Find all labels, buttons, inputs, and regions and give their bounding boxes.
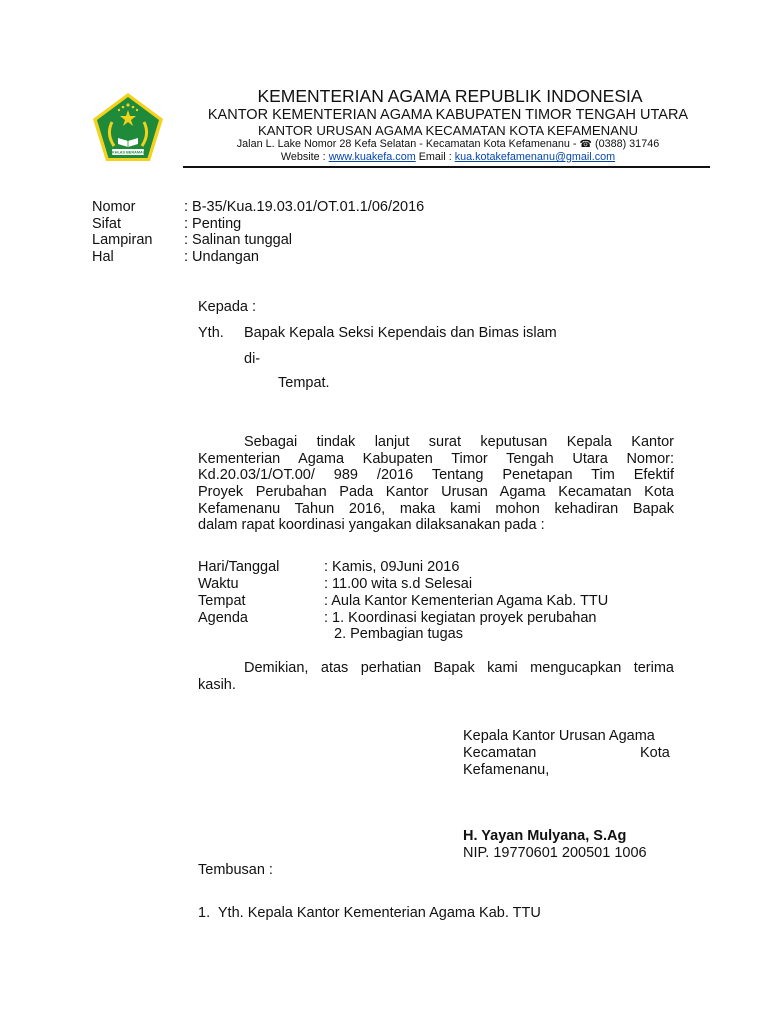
meta-value-hal: : Undangan — [184, 249, 259, 265]
letterhead-divider — [183, 166, 710, 168]
phone-number: (0388) 31746 — [594, 138, 660, 150]
meta-value-sifat: : Penting — [184, 216, 242, 232]
paragraph-line: Kefamenanu Tahun 2016, maka kami mohon kehadiran Bapak — [198, 500, 674, 517]
meta-label-hal: Hal — [92, 249, 114, 265]
signature-title: Kepala Kantor Urusan Agama — [463, 728, 655, 744]
meta-value-lampiran: : Salinan tunggal — [184, 232, 293, 248]
tempat-label: Tempat. — [278, 375, 330, 391]
paragraph-line: Kd.20.03/1/OT.00/ 989 /2016 Tentang Penetapan Tim Efektif — [198, 467, 674, 484]
kepada-label: Kepada : — [198, 299, 257, 315]
phone-icon: ☎ — [579, 139, 592, 150]
schedule-value: : 11.00 wita s.d Selesai — [324, 576, 473, 592]
meta-label-sifat: Sifat — [92, 216, 122, 232]
meta-label-lampiran: Lampiran — [92, 232, 153, 248]
yth-label: Yth. — [198, 325, 224, 341]
letterhead-address — [186, 138, 710, 151]
signatory-nip: NIP. 19770601 200501 1006 — [463, 845, 647, 861]
schedule-label: Hari/Tanggal — [198, 559, 280, 575]
ministry-logo — [92, 92, 164, 164]
schedule-label: Agenda — [198, 610, 248, 626]
signatory-name: H. Yayan Mulyana, S.Ag — [463, 828, 627, 844]
letterhead-office: KANTOR KEMENTERIAN AGAMA KABUPATEN TIMOR TENGAH UTARA — [207, 107, 689, 123]
closing-paragraph — [198, 660, 674, 693]
letterhead-sub-office: KANTOR URUSAN AGAMA KECAMATAN KOTA KEFAMENANU — [257, 123, 639, 138]
schedule-value: : Kamis, 09Juni 2016 — [324, 559, 460, 575]
meta-label-nomor: Nomor — [92, 199, 136, 215]
website-label: Website : — [280, 151, 326, 163]
signature-line2-right: Kota — [640, 745, 670, 761]
closing-line: kasih. — [198, 676, 236, 693]
schedule-value: : Aula Kantor Kementerian Agama Kab. TTU — [324, 593, 609, 609]
schedule-value: : 1. Koordinasi kegiatan proyek perubahan — [324, 610, 597, 626]
email-label: Email : — [418, 151, 452, 163]
logo-banner-text: IKHLAS BERAMAL — [110, 150, 146, 155]
letterhead-title: KEMENTERIAN AGAMA REPUBLIK INDONESIA — [257, 86, 643, 106]
tembusan-label: Tembusan : — [198, 862, 273, 878]
email-link[interactable]: kua.kotakefamenanu@gmail.com — [454, 151, 616, 163]
recipient-name: Bapak Kepala Seksi Kependais dan Bimas islam — [244, 325, 557, 341]
body-paragraph — [198, 434, 674, 534]
tembusan-item: 1. Yth. Kepala Kantor Kementerian Agama Kab. TTU — [198, 905, 541, 921]
meta-value-nomor: : B-35/Kua.19.03.01/OT.01.1/06/2016 — [184, 199, 425, 215]
schedule-label: Waktu — [198, 576, 239, 592]
letterhead-contact — [186, 151, 710, 164]
di-label: di- — [244, 351, 261, 367]
paragraph-line: Proyek Perubahan Pada Kantor Urusan Agama Kecamatan Kota — [198, 484, 674, 501]
signature-place: Kefamenanu, — [463, 762, 550, 778]
schedule-label: Tempat — [198, 593, 246, 609]
signature-line2-left: Kecamatan — [463, 745, 537, 761]
agenda-item-2: 2. Pembagian tugas — [334, 626, 463, 642]
website-link[interactable]: www.kuakefa.com — [328, 151, 416, 163]
paragraph-line: Sebagai tindak lanjut surat keputusan Kepala Kantor — [244, 434, 674, 450]
closing-line: Demikian, atas perhatian Bapak kami mengucapkan terima — [244, 660, 674, 676]
address-text: Jalan L. Lake Nomor 28 Kefa Selatan - Kecamatan Kota Kefamenanu - — [236, 138, 577, 150]
paragraph-line: Kementerian Agama Kabupaten Timor Tengah Utara Nomor: — [198, 450, 674, 467]
paragraph-line: dalam rapat koordinasi yangakan dilaksanakan pada : — [198, 517, 545, 534]
